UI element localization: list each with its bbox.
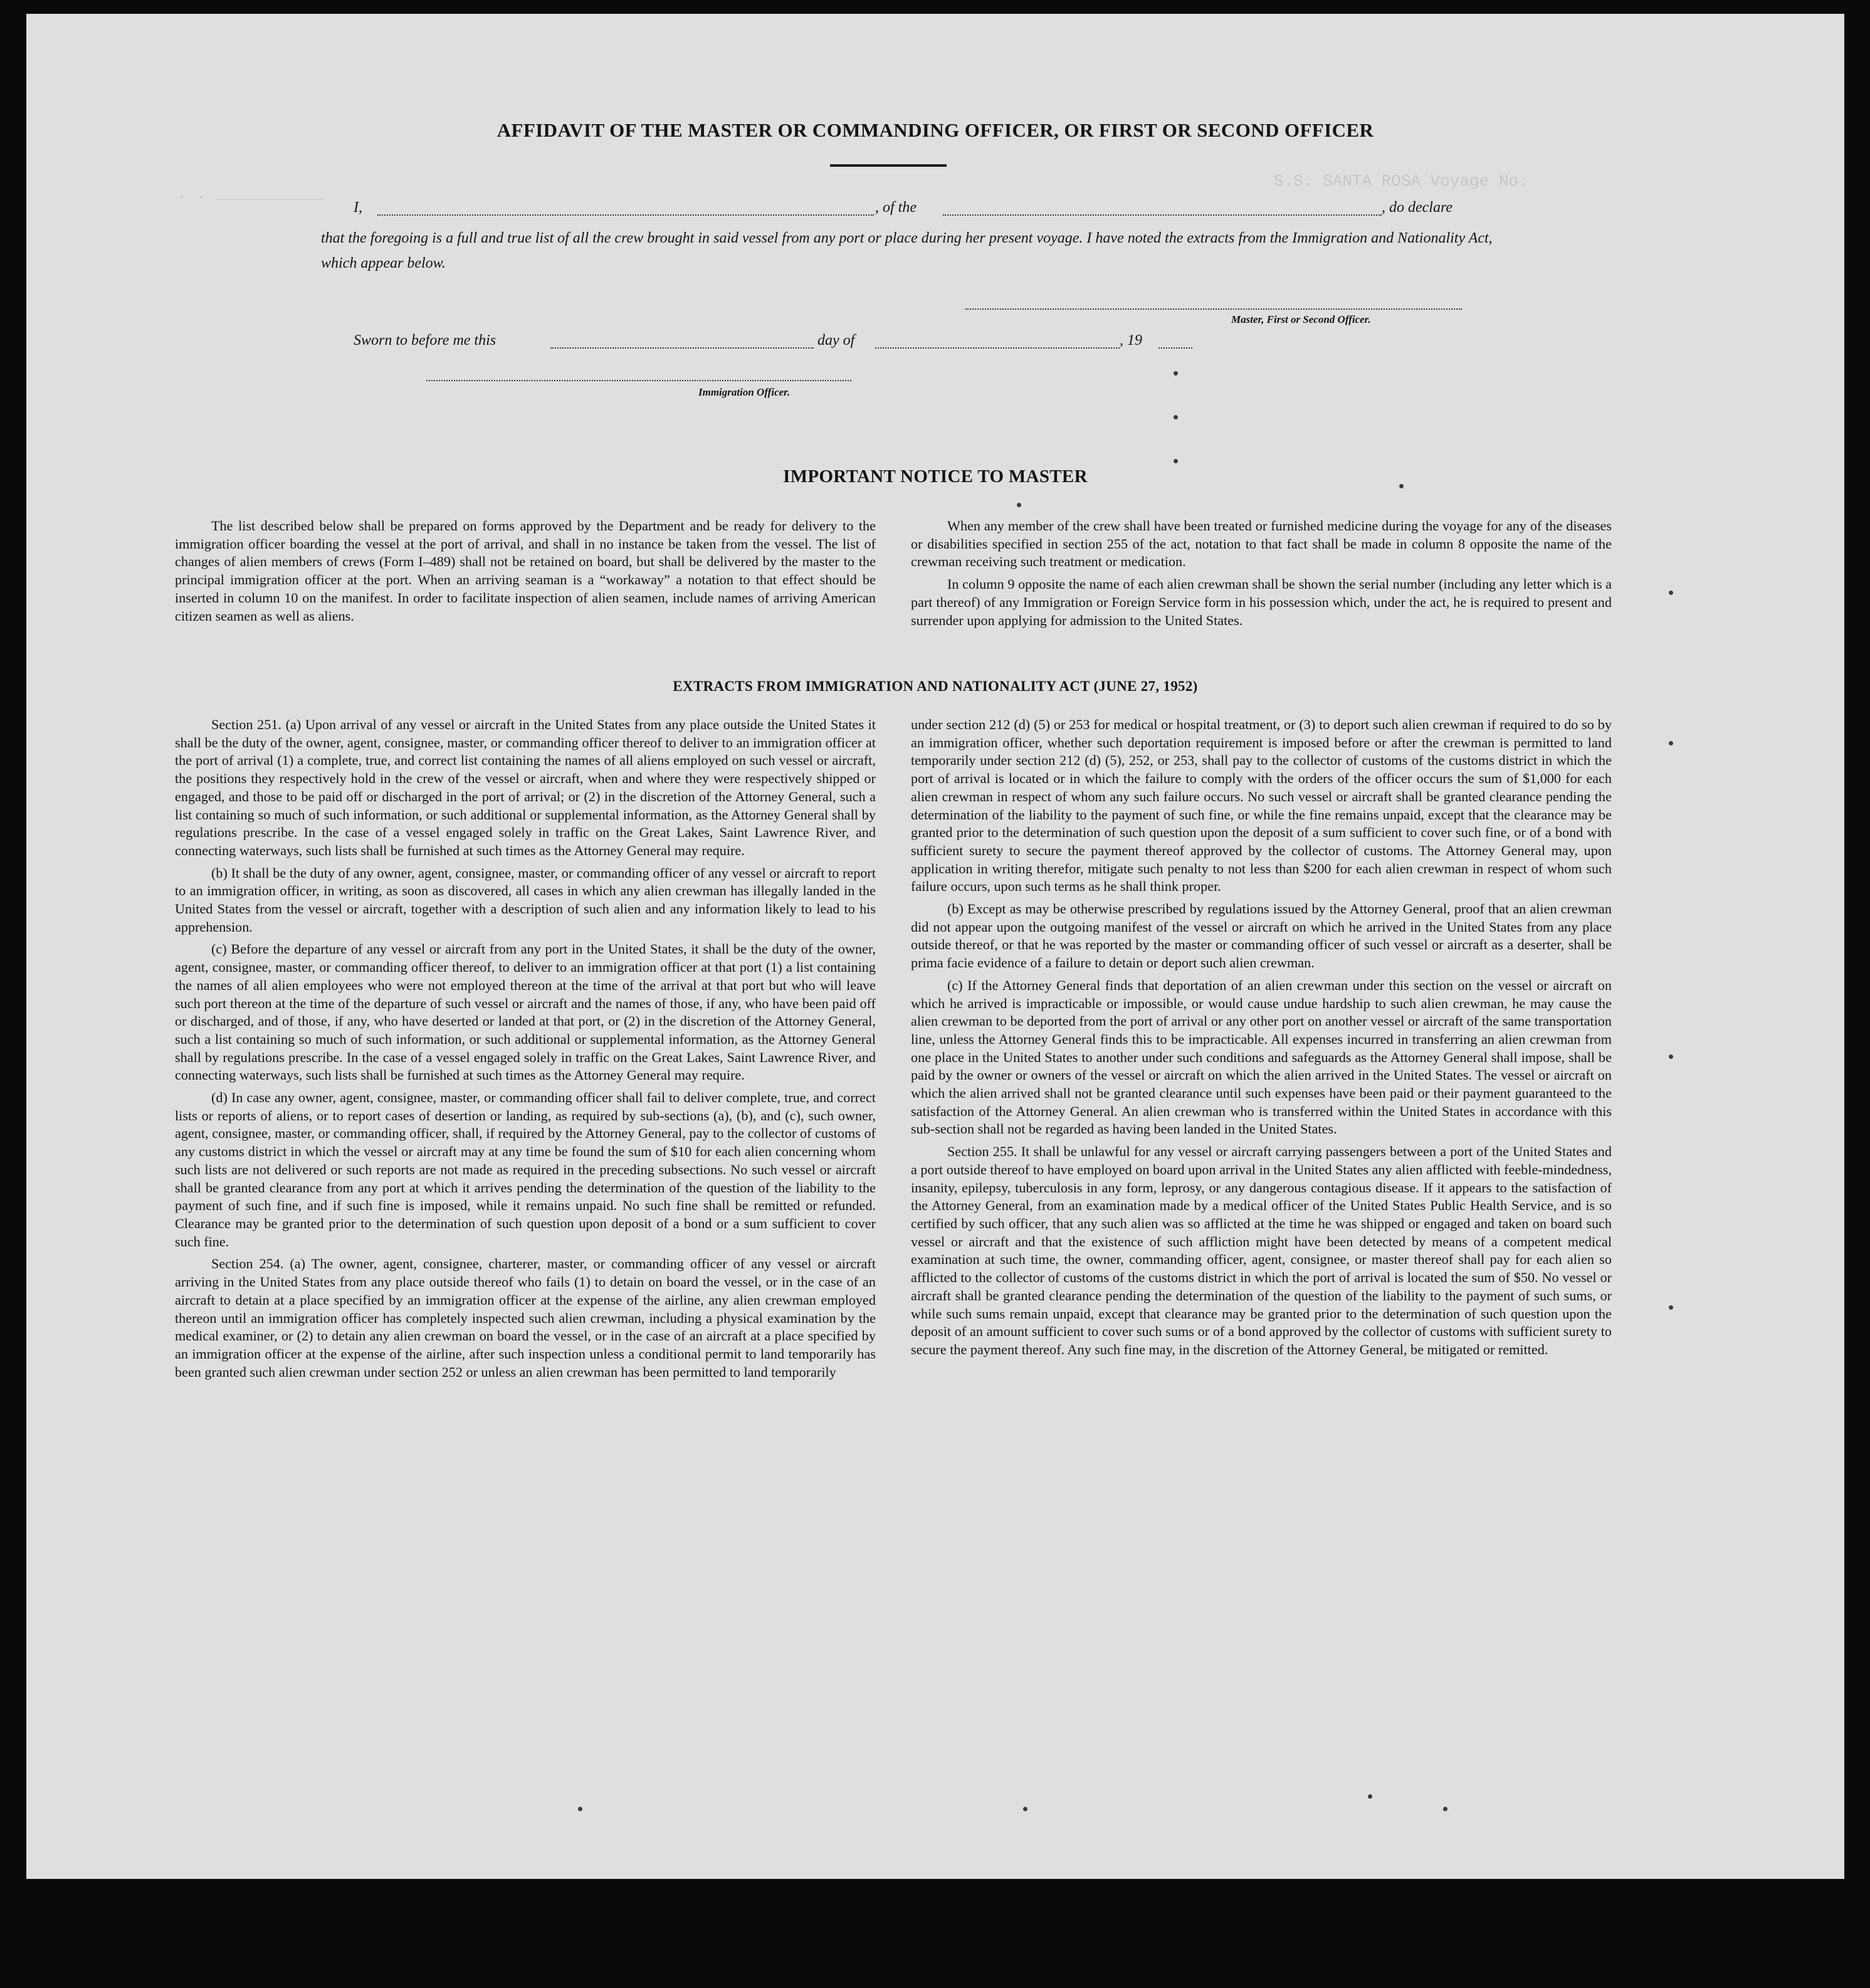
notice-left-column (175, 517, 876, 629)
extracts-right-column (911, 716, 1612, 1364)
affidavit-declare-label: , do declare (1382, 199, 1453, 216)
section-255: Section 255. It shall be unlawful for any vessel or aircraft carrying passengers between a port of the United States and a port outside thereof to have employed on board upon arrival in the United States any alien afflicted with feeble-mindedness, insanity, epilepsy, tuberculosis in any form, leprosy, or any dangerous contagious disease. If it appears to the satisfaction of the Attorney General, from an examination made by a medical officer of the United States Public Health Service, and is so certified by such officer, that any such alien was so afflicted at the time he was shipped or engaged and taken on board such vessel or aircraft and that the existence of such affliction might have been detected by means of a competent medical examination at such time, the owner, commanding officer, agent, consignee, or master thereof shall pay for each alien so afflicted to the collector of customs of the customs district in which the port of arrival is located the sum of $50. No vessel or aircraft shall be granted clearance pending the determination of the question of the liability to the payment of such sums, or while such sums remain unpaid, except that clearance may be granted prior to the determination of such question upon the deposit of an amount sufficient to cover such sums or of a bond approved by the collector of customs with sufficient surety to secure the payment thereof. Any such fine may, in the discretion of the Attorney General, be mitigated or remitted. (911, 1144, 1612, 1357)
scan-speck (1669, 591, 1673, 595)
affidavit-of-the-label: , of the (875, 199, 917, 216)
notice-paragraph: The list described below shall be prepared on forms approved by the Department and be ready for delivery to the immigration officer boarding the vessel at the port of arrival, and shall in no instance be taken from the vessel. The list of changes of alien members of crews (Form I–489) shall not be retained on board, but shall be delivered by the master to the principal immigration officer at the port. When an arriving seaman is a “workaway” a notation to that effect should be inserted in column 10 on the manifest. In order to facilitate inspection of alien seamen, include names of arriving American citizen seamen as well as aliens. (175, 518, 876, 624)
master-signature-field[interactable] (965, 308, 1462, 310)
sworn-day-field[interactable] (550, 347, 814, 349)
section-251-a: Section 251. (a) Upon arrival of any vessel or aircraft in the United States from any place outside the United States it shall be the duty of the owner, agent, consignee, master, or commanding officer thereof to deliver to an immigration officer at the port of arrival (1) a complete, true, and correct list containing the names of all aliens employed on such vessel or aircraft, the positions they respectively hold in the crew of the vessel or aircraft, when and where they were respectively shipped or engaged, and those to be paid off or discharged in the port of arrival; or (2) in the discretion of the Attorney General, such a list containing so much of such information, or such additional or supplemental information, as the Attorney General shall by regulations prescribe. In the case of a vessel engaged solely in traffic on the Great Lakes, Saint Lawrence River, and connecting waterways, such lists shall be furnished at such times as the Attorney General may require. (175, 717, 876, 858)
scan-speck (1023, 1807, 1027, 1811)
notice-paragraph: In column 9 opposite the name of each alien crewman shall be shown the serial number (including any letter which is a part thereof) of any Immigration or Foreign Service form in his possession which, under the act, he is required to present and surrender upon applying for admission to the United States. (911, 576, 1612, 628)
year-label: , 19 (1120, 332, 1142, 349)
title-divider (830, 164, 947, 167)
section-251-c: (c) Before the departure of any vessel or aircraft from any port in the United States, it shall be the duty of the owner, agent, consignee, master, or commanding officer thereof, to deliver to an immigration officer at that port (1) a list containing the names of all alien employees who were not employed thereon at the time of the arrival at that port but who will leave such port thereon at the time of the departure of such vessel or aircraft and the names of those, if any, who have been paid off or discharged, and of those, if any, who have deserted or landed at that port, or (2) in the discretion of the Attorney General, such a list containing so much of such information, or such additional or supplemental information, as the Attorney General shall by regulations prescribe. In the case of a vessel engaged solely in traffic on the Great Lakes, Saint Lawrence River, and connecting waterways, such lists shall be furnished at such times as the Attorney General may require. (175, 941, 876, 1083)
scan-speck (1669, 741, 1673, 745)
declarant-name-field[interactable] (377, 214, 874, 216)
section-254-a-continued: under section 212 (d) (5) or 253 for medical or hospital treatment, or (3) to deport such alien crewman if required to do so by an immigration officer, whether such deportation requirement is imposed before or after the crewman is permitted to land temporarily under section 212 (d) (5), 252, or 253, shall pay to the collector of customs of the customs district in which the port of arrival is located or in which the failure to comply with the orders of the officer occurs the sum of $1,000 for each alien crewman in respect of whom any such failure occurs. No such vessel or aircraft shall be granted clearance pending the determination of the liability to the payment of such fine, or while the fine remains unpaid, except that the clearance may be granted prior to the determination of such question upon the deposit of a sum sufficient to cover such fine, or of a bond with sufficient surety to secure the payment thereof approved by the collector of customs. The Attorney General may, upon application in writing therefor, mitigate such penalty to not less than $200 for each alien crewman in respect of whom such failure occurs, upon such terms as he shall think proper. (911, 717, 1612, 895)
scan-speck (1174, 459, 1178, 463)
section-254-b: (b) Except as may be otherwise prescribed by regulations issued by the Attorney General, proof that an alien crewman did not appear upon the outgoing manifest of the vessel or aircraft on which he arrived in the United States from any place outside thereof, or that he was reported by the master or commanding officer of such vessel or aircraft as a deserter, shall be prima facie evidence of a failure to detain or deport such alien crewman. (911, 901, 1612, 971)
scan-speck (1399, 484, 1404, 488)
section-254-a: Section 254. (a) The owner, agent, consignee, charterer, master, or commanding officer of any vessel or aircraft arriving in the United States from any place outside thereof who fails (1) to detain on board the vessel, or in the case of an aircraft to detain at a place specified by an immigration officer at the expense of the airline, any alien crewman employed thereon until an immigration officer has completely inspected such alien crewman, including a physical examination by the medical examiner, or (2) to detain any alien crewman on board the vessel, or in the case of an aircraft at a place specified by an immigration officer at the expense of the airline, after such inspection unless a conditional permit to land temporarily has been granted such alien crewman under section 252 or unless an alien crewman has been permitted to land temporarily (175, 1256, 876, 1380)
sworn-label: Sworn to before me this (354, 332, 496, 349)
immigration-officer-caption: Immigration Officer. (698, 386, 791, 398)
section-254-c: (c) If the Attorney General finds that deportation of an alien crewman under this section on the vessel or aircraft on which he arrived is impracticable or impossible, or would cause undue hardship to such alien crewman, he may cause the alien crewman to be deported from the port of arrival or any other port on another vessel or aircraft of the same transportation line, unless the Attorney General finds this to be impracticable. All expenses incurred in transferring an alien crewman from one place in the United States to another under such conditions and safeguards as the Attorney General shall impose, shall be paid by the owner or owners of the vessel or aircraft on which the alien arrived in the United States. The vessel or aircraft on which the alien arrived shall not be granted clearance until such expenses have been paid or their payment guaranteed to the satisfaction of the Attorney General. An alien crewman who is transferred within the United States in accordance with this sub-section shall not be regarded as having been landed in the United States. (911, 977, 1612, 1137)
notice-right-column (911, 517, 1612, 634)
bleed-through-text: . . ___________ (177, 184, 324, 203)
scan-speck (1368, 1794, 1372, 1799)
scan-speck (1443, 1807, 1447, 1811)
affidavit-title: AFFIDAVIT OF THE MASTER OR COMMANDING OFFICER, OR FIRST OR SECOND OFFICER (496, 119, 1374, 141)
document-page (26, 14, 1844, 1879)
notice-paragraph: When any member of the crew shall have been treated or furnished medicine during the voyage for any of the diseases or disabilities specified in section 255 of the act, notation to that fact shall be made in column 8 opposite the name of the crewman receiving such treatment or medication. (911, 518, 1612, 570)
scan-speck (1174, 371, 1178, 376)
bleed-through-text: S.S. SANTA ROSA Voyage No. (1274, 172, 1528, 191)
extracts-left-column (175, 716, 876, 1386)
sworn-month-field[interactable] (875, 347, 1120, 349)
day-of-label: day of (817, 332, 855, 349)
affidavit-i-label: I, (354, 199, 362, 216)
section-251-b: (b) It shall be the duty of any owner, agent, consignee, master, or commanding officer of any vessel or aircraft to report to an immigration officer, in writing, as soon as discovered, all cases in which any alien crewman has illegally landed in the United States from the vessel or aircraft, together with a description of such alien and any information likely to lead to his apprehension. (175, 865, 876, 935)
vessel-name-field[interactable] (943, 214, 1382, 216)
sworn-year-field[interactable] (1158, 347, 1192, 349)
master-signature-caption: Master, First or Second Officer. (1231, 313, 1371, 325)
scan-speck (1669, 1305, 1673, 1310)
scan-speck (1669, 1054, 1673, 1059)
extracts-title: EXTRACTS FROM IMMIGRATION AND NATIONALITY ACT (JUNE 27, 1952) (673, 678, 1198, 694)
scan-speck (1174, 415, 1178, 419)
scan-speck (1017, 503, 1021, 507)
affidavit-statement: that the foregoing is a full and true list of all the crew brought in said vessel from any port or place during her present voyage. I have noted the extracts from the Immigration and Nationality Act, which appear below. (321, 230, 1493, 271)
immigration-officer-signature-field[interactable] (426, 380, 851, 381)
section-251-d: (d) In case any owner, agent, consignee, master, or commanding officer shall fail to deliver complete, true, and correct lists or reports of aliens, or to report cases of desertion or landing, as required by sub-sections (a), (b), and (c), such owner, agent, consignee, master, or commanding officer, shall, if required by the Attorney General, pay to the collector of customs of any customs district in which the vessel or aircraft may at any time be found the sum of $10 for each alien concerning whom such lists are not delivered or such reports are not made as required in the preceding subsections. No such vessel or aircraft shall be granted clearance from any port at which it arrives pending the determination of the question of the liability to the payment of such fine, and if such fine is imposed, while it remains unpaid. No such fine shall be remitted or refunded. Clearance may be granted prior to the determination of such question upon deposit of a bond or a sum sufficient to cover such fine. (175, 1090, 876, 1249)
important-notice-title: IMPORTANT NOTICE TO MASTER (783, 466, 1088, 486)
scan-speck (578, 1807, 582, 1811)
